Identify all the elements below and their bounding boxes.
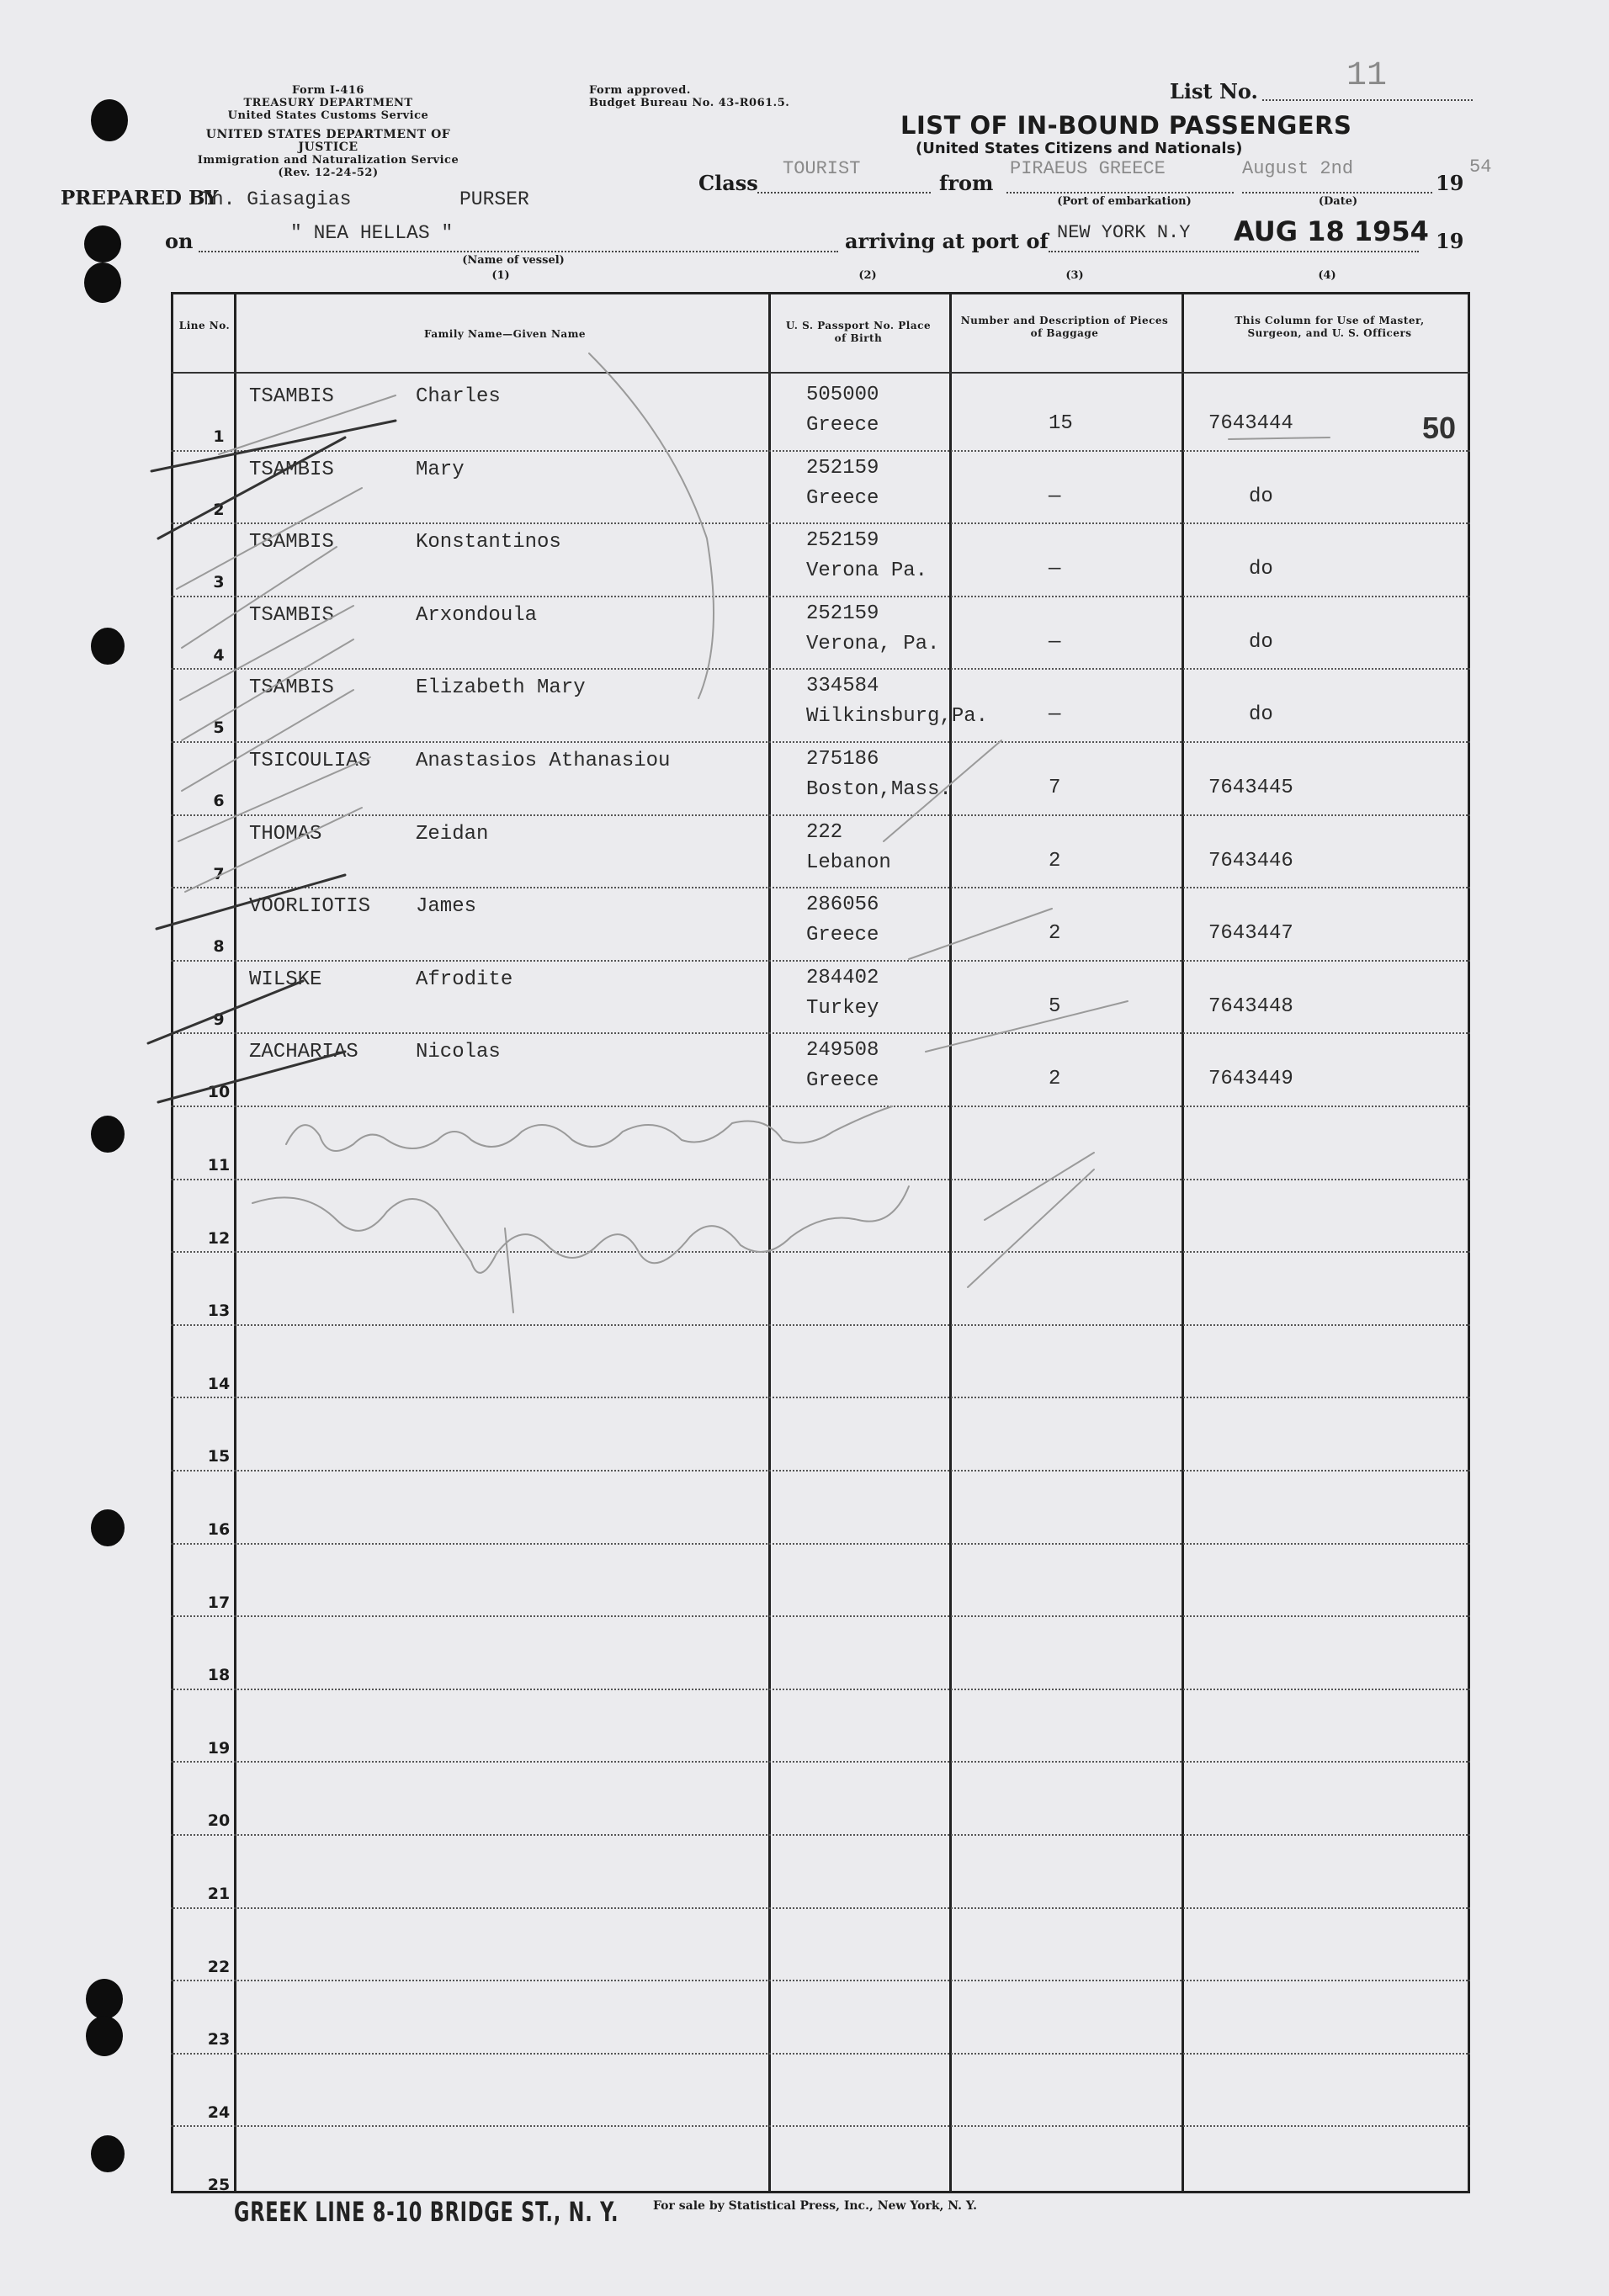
line-number: 4: [213, 645, 225, 665]
from-label: from: [939, 171, 994, 195]
vessel-caption: (Name of vessel): [462, 254, 565, 267]
family-name: TSAMBIS: [249, 458, 334, 481]
officer-entry: do: [1249, 630, 1273, 654]
passport-number: 505000: [806, 384, 879, 406]
officer-entry: 7643445: [1208, 777, 1293, 799]
family-name: TSAMBIS: [249, 531, 334, 554]
given-name: Charles: [416, 385, 501, 408]
arrival-date-stamp: AUG 18 1954: [1234, 215, 1429, 247]
place-of-birth: Greece: [806, 1069, 879, 1093]
line-number: 6: [213, 792, 225, 810]
family-name: WILSKE: [249, 968, 322, 991]
line-number: 5: [213, 718, 225, 738]
officer-entry: do: [1249, 558, 1273, 581]
place-of-birth: Greece: [806, 414, 879, 437]
year-value-1: 54: [1469, 156, 1492, 178]
line-number: 21: [207, 1885, 231, 1903]
officer-entry: do: [1249, 703, 1273, 727]
col-ref-3: (3): [1065, 269, 1084, 282]
arriving-label: arriving at port of: [845, 229, 1049, 253]
given-name: Nicolas: [416, 1041, 501, 1064]
place-of-birth: Lebanon: [806, 851, 891, 874]
ins-service: Immigration and Naturalization Service: [197, 154, 459, 167]
family-name: TSAMBIS: [249, 603, 334, 627]
place-of-birth: Turkey: [806, 996, 879, 1020]
prepared-by-role: PURSER: [459, 188, 529, 210]
vessel-name: " NEA HELLAS ": [290, 222, 454, 244]
line-number: 2: [213, 500, 225, 519]
baggage-count: —: [1049, 703, 1061, 727]
line-number: 7: [213, 864, 225, 883]
checkmark-icon: [157, 875, 345, 929]
from-value: PIRAEUS GREECE: [1010, 158, 1166, 179]
given-name: Elizabeth Mary: [416, 676, 586, 700]
page-title: LIST OF IN-BOUND PASSENGERS: [900, 111, 1352, 140]
line-number: 10: [207, 1083, 231, 1102]
list-no-value: 11: [1346, 57, 1388, 95]
year-label-2: 19: [1436, 229, 1464, 253]
on-label: on: [165, 229, 194, 253]
line-number: 25: [207, 2176, 231, 2195]
baggage-count: 5: [1049, 994, 1061, 1018]
family-name: ZACHARIAS: [249, 1041, 358, 1064]
passport-number: 252159: [806, 456, 879, 480]
treasury-dept: TREASURY DEPARTMENT: [243, 97, 413, 109]
footer-printer: For sale by Statistical Press, Inc., New York, N. Y.: [653, 2199, 977, 2213]
given-name: Mary: [416, 458, 465, 481]
baggage-count: 2: [1049, 1068, 1061, 1091]
officer-entry: 7643444: [1208, 412, 1293, 435]
place-of-birth: Verona, Pa.: [806, 632, 940, 655]
line-number: 18: [207, 1666, 231, 1685]
place-of-birth: Greece: [806, 486, 879, 510]
from-date: August 2nd: [1242, 158, 1354, 179]
given-name: Anastasios Athanasiou: [416, 750, 671, 772]
line-number: 9: [213, 1010, 225, 1029]
col-header-name: Family Name—Given Name: [423, 328, 587, 340]
officer-entry: 7643446: [1208, 849, 1293, 872]
line-number: 13: [207, 1302, 231, 1321]
budget-bureau: Budget Bureau No. 43-R061.5.: [589, 97, 790, 109]
family-name: TSICOULIAS: [249, 750, 371, 772]
officer-entry: 7643448: [1208, 994, 1293, 1018]
baggage-count: 15: [1049, 412, 1073, 435]
baggage-count: 7: [1049, 777, 1061, 799]
given-name: Arxondoula: [416, 603, 538, 627]
line-number: 20: [207, 1811, 231, 1831]
annotation-50: 50: [1422, 411, 1457, 445]
line-number: 17: [207, 1593, 231, 1612]
line-number: 8: [213, 937, 225, 957]
col-header-line: Line No.: [178, 320, 231, 331]
col-ref-2: (2): [858, 269, 877, 282]
line-number: 1: [213, 427, 225, 446]
given-name: James: [416, 895, 477, 919]
passport-number: 252159: [806, 529, 879, 553]
line-number: 23: [207, 2030, 231, 2049]
date-caption: (Date): [1318, 195, 1358, 208]
line-number: 14: [207, 1374, 231, 1393]
given-name: Afrodite: [416, 968, 513, 991]
place-of-birth: Wilkinsburg,Pa.: [806, 705, 989, 729]
line-number: 24: [207, 2102, 231, 2122]
family-name: TSAMBIS: [249, 385, 334, 408]
footer-stamp: GREEK LINE 8-10 BRIDGE ST., N. Y.: [234, 2196, 619, 2228]
port-caption: (Port of embarkation): [1057, 195, 1192, 208]
form-approved: Form approved.: [589, 84, 691, 97]
line-number: 19: [207, 1738, 231, 1758]
page-subtitle: (United States Citizens and Nationals): [916, 140, 1243, 157]
checkmark-icon: [158, 1052, 345, 1102]
line-number: 11: [207, 1156, 231, 1175]
line-number: 22: [207, 1957, 231, 1976]
family-name: THOMAS: [249, 822, 322, 846]
checkmark-icon: [148, 981, 303, 1043]
passport-number: 334584: [806, 675, 879, 698]
class-value: TOURIST: [783, 158, 861, 179]
baggage-count: 2: [1049, 922, 1061, 946]
given-name: Zeidan: [416, 822, 489, 846]
col-ref-4: (4): [1318, 269, 1336, 282]
place-of-birth: Verona Pa.: [806, 559, 928, 583]
line-number: 15: [207, 1447, 231, 1466]
officer-entry: 7643449: [1208, 1068, 1293, 1091]
passport-number: 284402: [806, 966, 879, 989]
form-number: Form I-416: [292, 84, 364, 97]
baggage-count: 2: [1049, 849, 1061, 872]
bleed-through-text: ⠀: [194, 1573, 205, 1590]
col-header-officers: This Column for Use of Master, Surgeon, and U. S. Officers: [1235, 315, 1425, 339]
col-header-passport: U. S. Passport No. Place of Birth: [785, 320, 932, 344]
customs-service: United States Customs Service: [227, 109, 429, 122]
justice-dept: UNITED STATES DEPARTMENT OF JUSTICE: [205, 128, 451, 154]
line-number: 12: [207, 1228, 231, 1248]
prepared-by-value: Th. Giasagias: [200, 188, 352, 210]
place-of-birth: Greece: [806, 924, 879, 947]
col-ref-1: (1): [491, 269, 510, 282]
baggage-count: —: [1049, 485, 1061, 508]
arrival-port: NEW YORK N.Y: [1057, 222, 1191, 243]
given-name: Konstantinos: [416, 531, 561, 554]
passport-number: 249508: [806, 1039, 879, 1063]
revision: (Rev. 12-24-52): [278, 167, 379, 179]
year-label-1: 19: [1436, 171, 1464, 195]
list-no-label: List No.: [1170, 79, 1258, 103]
class-label: Class: [698, 171, 758, 195]
officer-entry: 7643447: [1208, 922, 1293, 946]
passport-number: 275186: [806, 748, 879, 771]
checkmark-icon: [151, 421, 396, 471]
checkmark-icon: [158, 437, 345, 538]
officer-entry: do: [1249, 485, 1273, 508]
family-name: VOORLIOTIS: [249, 895, 371, 919]
passport-number: 286056: [806, 893, 879, 917]
prepared-by-label: PREPARED BY: [61, 187, 219, 209]
baggage-count: —: [1049, 558, 1061, 581]
line-number: 3: [213, 573, 225, 592]
baggage-count: —: [1049, 630, 1061, 654]
col-header-baggage: Number and Description of Pieces of Baggage: [960, 315, 1169, 339]
place-of-birth: Boston,Mass.: [806, 778, 952, 801]
line-number: 16: [207, 1520, 231, 1539]
family-name: TSAMBIS: [249, 676, 334, 700]
passport-number: 252159: [806, 602, 879, 625]
passport-number: 222: [806, 820, 843, 844]
